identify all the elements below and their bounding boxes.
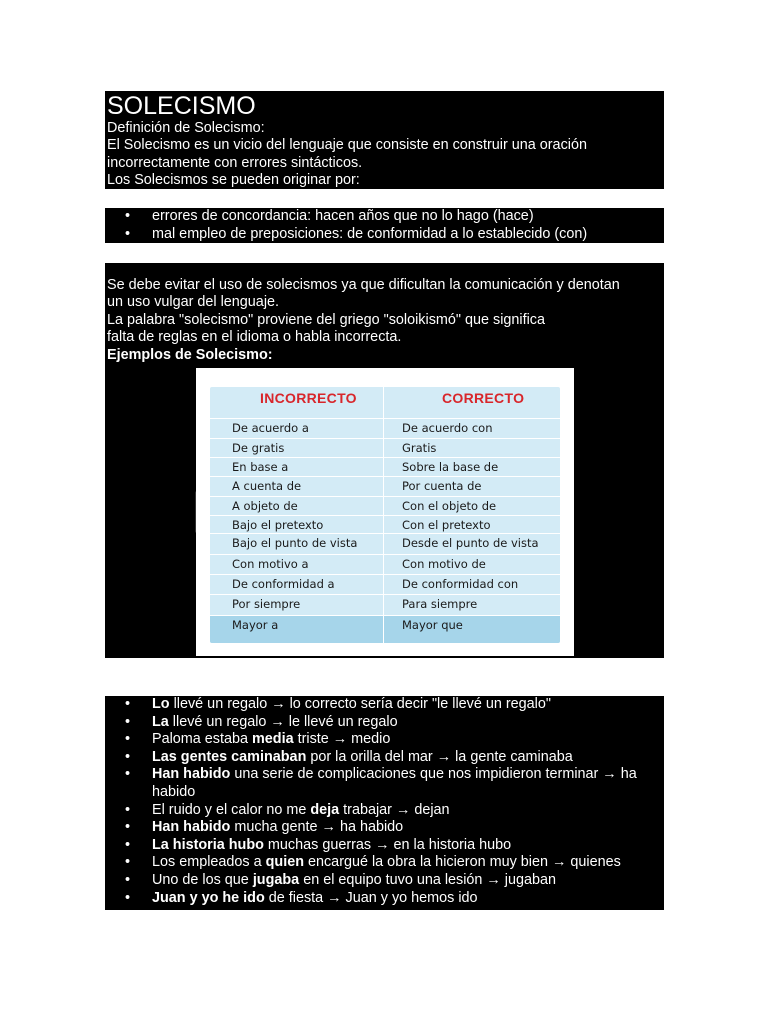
example-correction: llevé un regalo → lo correcto sería decir "le llevé un regalo" [169,696,551,712]
definition-block [105,91,664,189]
correct-cell: Con el pretexto [402,518,491,532]
correct-cell: De conformidad con [402,577,519,591]
example-correction: mucha gente → ha habido [230,819,404,836]
table-row [210,594,560,614]
example-correction: una serie de complicaciones que nos impidieron terminar → ha habido [152,766,637,800]
explanation-line-2: un uso vulgar del lenguaje. [107,294,280,311]
list-item [105,802,664,820]
example-error: Han habido [152,819,231,836]
header-correct: CORRECTO [442,390,525,406]
table-row [210,418,560,438]
example-correction: muchas guerras → en la historia hubo [263,836,512,853]
example-correction: trabajar → dejan [339,801,450,818]
correct-cell: Desde el punto de vista [402,536,539,550]
example-correction: triste → medio [293,731,391,748]
example-text: Los empleados a [152,854,266,871]
incorrect-cell: Por siempre [232,597,301,611]
incorrect-cell: En base a [232,460,289,474]
example-error: Han habido [152,766,231,783]
definition-heading: Definición de Solecismo: [107,120,265,136]
header-incorrect: INCORRECTO [260,390,357,406]
correct-cell: Mayor que [402,618,463,632]
example-error: La [152,713,169,730]
example-correction: encargué la obra la hicieron muy bien → quienes [303,854,621,871]
causes-intro: Los Solecismos se pueden originar por: [107,172,360,189]
example-error: La historia hubo [152,836,264,853]
examples-list [105,696,664,907]
correct-cell: Con el objeto de [402,499,497,513]
example-correction: en el equipo tuvo una lesión → jugaban [299,871,557,888]
list-item [105,749,664,767]
incorrect-cell: A cuenta de [232,479,302,493]
table-row [210,574,560,594]
explanation-line-3: La palabra "solecismo" proviene del griego "soloikismó" que significa [107,311,545,328]
example-error: Las gentes caminaban [152,748,307,765]
correct-cell: Sobre la base de [402,460,499,474]
incorrect-cell: Bajo el pretexto [232,518,324,532]
incorrect-cell: Mayor a [232,618,279,632]
table-header [210,387,560,417]
explanation-line-1: Se debe evitar el uso de solecismos ya que dificultan la comunicación y denotan [107,277,620,293]
page-title: SOLECISMO [107,92,256,120]
correct-cell: De acuerdo con [402,421,493,435]
incorrect-cell: Con motivo a [232,557,309,571]
example-error: jugaba [252,871,300,888]
list-item: • errores de concordancia: hacen años que no lo hago (hace) [105,208,664,226]
causes-list [105,208,664,243]
example-text: El ruido y el calor no me [152,801,311,818]
examples-heading: Ejemplos de Solecismo: [107,346,273,363]
example-error: media [252,731,294,748]
list-item [105,766,664,801]
incorrect-cell: De conformidad a [232,577,335,591]
list-item [105,837,664,855]
table-row [210,476,560,496]
list-item [105,819,664,837]
correct-cell: Gratis [402,441,437,455]
example-correction: de fiesta → Juan y yo hemos ido [264,889,478,906]
example-text: Uno de los que [152,871,253,888]
correct-cell: Para siempre [402,597,478,611]
causes-block [105,208,664,243]
table-row [210,615,560,635]
definition-text-line-1: El Solecismo es un vicio del lenguaje que consiste en construir una oración [107,137,587,154]
correct-cell: Con motivo de [402,557,486,571]
examples-table-image [196,368,574,656]
list-item [105,872,664,890]
examples-block [105,696,664,910]
correct-cell: Por cuenta de [402,479,482,493]
example-error: Lo [152,696,170,712]
list-item [105,696,664,714]
list-item [105,854,664,872]
example-correction: llevé un regalo → le llevé un regalo [168,713,398,730]
example-error: quien [265,854,304,871]
table-row [210,533,560,553]
list-item [105,890,664,908]
table-row [210,438,560,458]
incorrect-cell: De gratis [232,441,285,455]
explanation-line-4: falta de reglas en el idioma o habla incorrecta. [107,329,402,346]
list-item [105,714,664,732]
example-error: Juan y yo he ido [152,889,265,906]
incorrect-cell: Bajo el punto de vista [232,536,358,550]
examples-table [210,387,560,643]
table-row [210,457,560,477]
table-row [210,515,560,535]
incorrect-cell: A objeto de [232,499,298,513]
example-error: deja [310,801,340,818]
list-item: • mal empleo de preposiciones: de conformidad a lo establecido (con) [105,226,664,244]
table-row [210,554,560,574]
example-correction: por la orilla del mar → la gente caminaba [306,748,573,765]
incorrect-cell: De acuerdo a [232,421,309,435]
list-item [105,731,664,749]
example-text: Paloma estaba [152,731,252,748]
table-row [210,496,560,516]
definition-text-line-2: incorrectamente con errores sintácticos. [107,154,363,171]
